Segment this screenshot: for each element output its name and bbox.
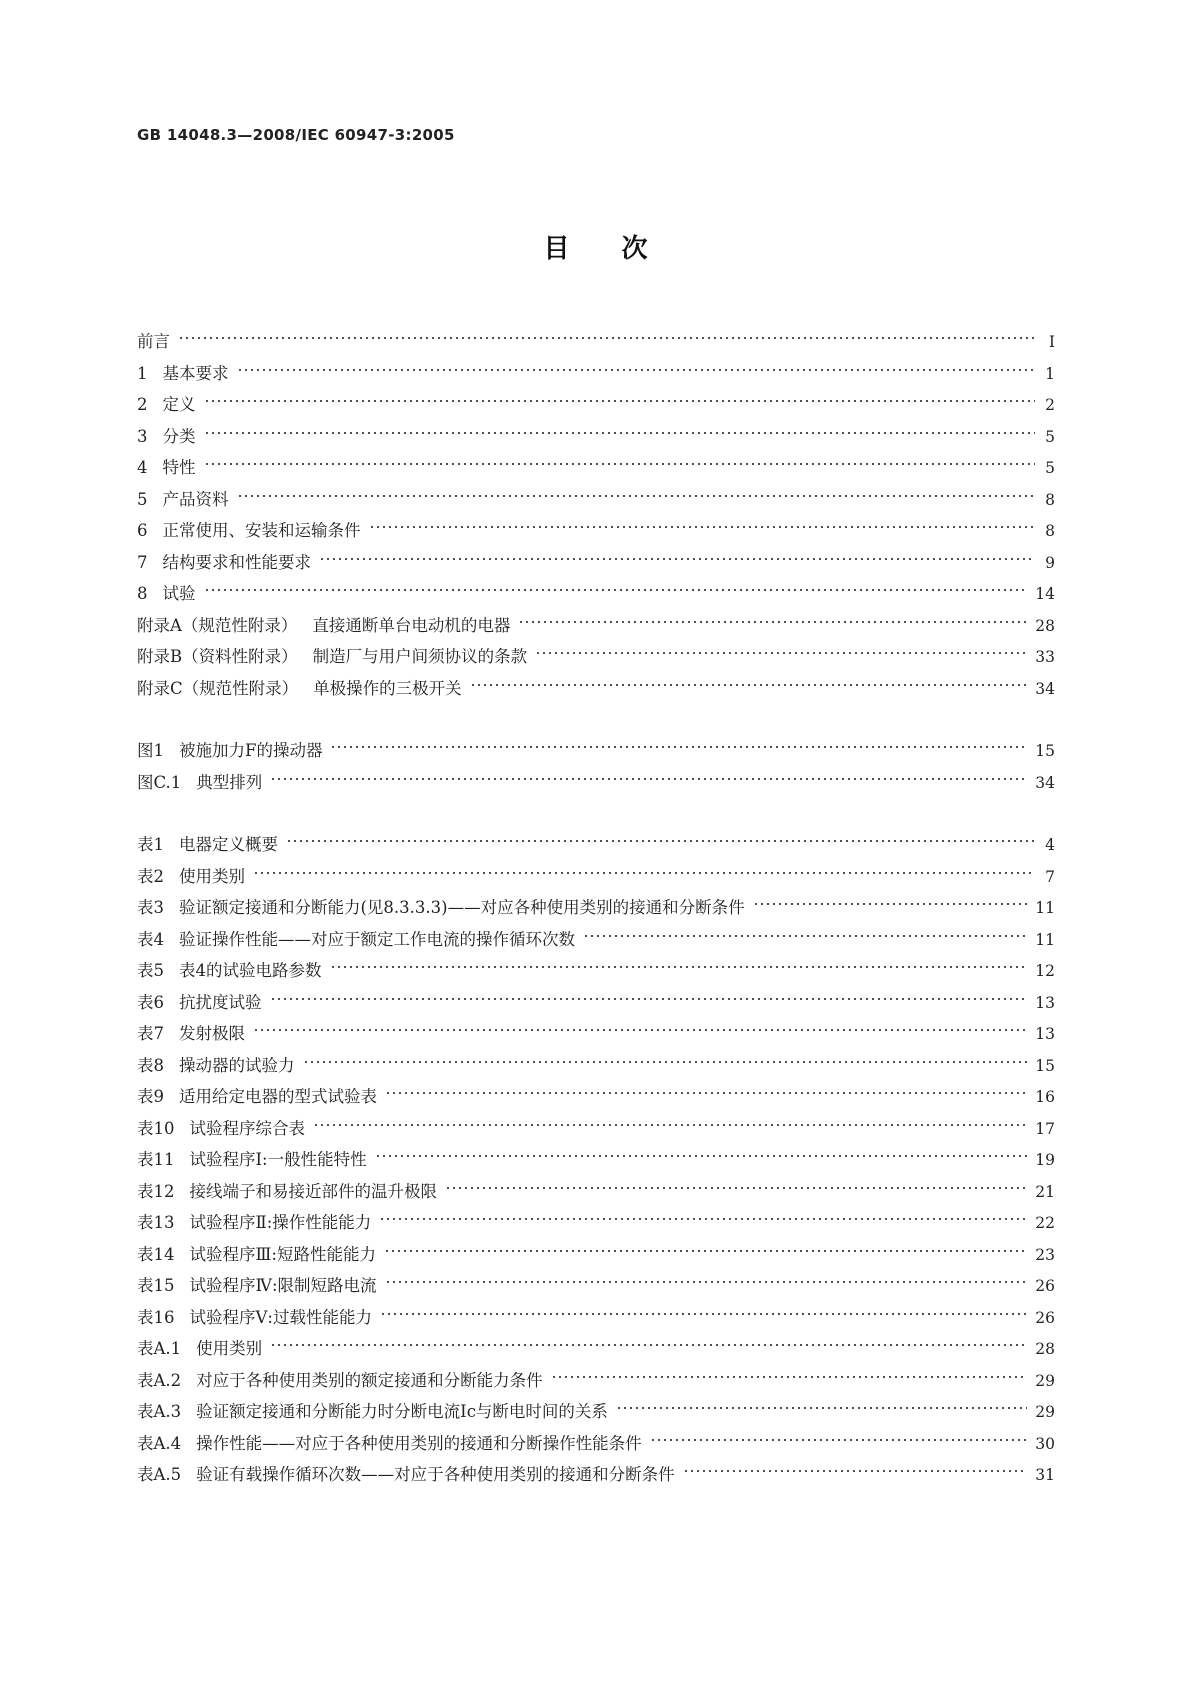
dot-leader: [535, 648, 1027, 658]
toc-entry-page-number: 11: [1035, 899, 1055, 917]
toc-entry[interactable]: [137, 1239, 1055, 1271]
toc-entry-label: [137, 1239, 376, 1271]
toc-entry-page-number: 4: [1045, 836, 1055, 854]
toc-entry[interactable]: [137, 673, 1055, 705]
toc-entry-title: 结构要求和性能要求: [162, 552, 311, 572]
dot-leader: [583, 931, 1027, 941]
dot-leader: [319, 554, 1035, 564]
dot-leader: [270, 1340, 1027, 1350]
toc-entry[interactable]: [137, 547, 1055, 579]
toc-entry-page-number: 28: [1035, 1340, 1055, 1358]
dot-leader: [518, 617, 1027, 627]
dot-leader: [270, 774, 1027, 784]
dot-leader: [286, 836, 1035, 846]
toc-entry-number: 附录B（资料性附录）: [137, 647, 298, 666]
toc-entry-page-number: 5: [1045, 427, 1055, 446]
toc-entry[interactable]: [137, 610, 1055, 642]
toc-entry-number: 表7: [137, 1024, 164, 1043]
toc-entry-page-number: 2: [1045, 396, 1055, 414]
toc-entry-page-number: Ⅰ: [1048, 333, 1055, 351]
toc-entry-number: 表8: [137, 1055, 164, 1075]
toc-entry-label: [137, 1459, 675, 1491]
toc-entry-title: 对应于各种使用类别的额定接通和分断能力条件: [196, 1370, 543, 1390]
toc-entry-page-number: 15: [1035, 1056, 1055, 1075]
toc-entry-page-number: 9: [1045, 553, 1055, 572]
toc-entry-title: 适用给定电器的型式试验表: [179, 1087, 377, 1106]
toc-entry-label: [137, 484, 229, 516]
dot-leader: [237, 365, 1036, 375]
toc-entry-title: 验证有载操作循环次数——对应于各种使用类别的接通和分断条件: [196, 1465, 675, 1484]
toc-entry-page-number: 29: [1035, 1371, 1055, 1390]
toc-entry-title: 抗扰度试验: [179, 992, 262, 1012]
toc-entry-label: [137, 1333, 262, 1365]
toc-entry-label: [137, 452, 196, 484]
toc-entry-label: [137, 1365, 543, 1397]
dot-leader: [445, 1183, 1027, 1193]
toc-entry-label: [137, 1113, 305, 1145]
toc-entry[interactable]: [137, 1081, 1055, 1113]
toc-entry-page-number: 23: [1035, 1245, 1055, 1264]
toc-entry-number: 表4: [137, 929, 164, 949]
toc-entry-number: 图C.1: [137, 772, 182, 792]
toc-entry-number: 表15: [137, 1276, 175, 1295]
toc-entry[interactable]: [137, 1176, 1055, 1208]
dot-leader: [379, 1214, 1027, 1224]
toc-entry-label: [137, 1144, 367, 1176]
toc-entry-page-number: 14: [1035, 585, 1055, 603]
toc-entry-page-number: 7: [1045, 867, 1055, 886]
toc-entry-label: [137, 1176, 437, 1208]
toc-entry-label: [137, 358, 229, 390]
toc-entry-label: [137, 861, 245, 893]
toc-entry-title: 前言: [137, 332, 170, 351]
table-of-contents: [137, 326, 1055, 1491]
dot-leader: [375, 1151, 1028, 1161]
dot-leader: [204, 585, 1028, 595]
toc-entry[interactable]: [137, 1050, 1055, 1082]
toc-entry-page-number: 8: [1045, 490, 1055, 509]
toc-entry-label: [137, 1018, 245, 1050]
toc-entry-page-number: 13: [1035, 993, 1055, 1012]
toc-entry-number: 表A.4: [137, 1433, 182, 1453]
toc-entry-label: [137, 547, 311, 579]
dot-leader: [178, 333, 1035, 343]
toc-entry-number: 表A.1: [137, 1339, 182, 1358]
toc-entry-page-number: 15: [1035, 742, 1055, 760]
toc-entry-label: [137, 955, 322, 987]
toc-entry-page-number: 34: [1035, 679, 1055, 698]
toc-entry-number: 表A.2: [137, 1370, 182, 1390]
toc-entry-number: 表13: [137, 1213, 175, 1232]
toc-entry-number: 4: [137, 458, 148, 477]
toc-entry-number: 表11: [137, 1150, 175, 1169]
dot-leader: [204, 459, 1036, 469]
dot-leader: [204, 428, 1036, 438]
toc-entry-number: 附录A（规范性附录）: [137, 615, 298, 635]
toc-entry-label: [137, 1081, 377, 1113]
toc-entry-label: [137, 673, 462, 705]
toc-entry-title: 试验程序综合表: [189, 1118, 305, 1138]
toc-entry-label: [137, 1428, 642, 1460]
toc-entry-title: 发射极限: [179, 1024, 245, 1043]
toc-entry-page-number: 21: [1035, 1182, 1055, 1201]
toc-entry-label: [137, 892, 745, 924]
dot-leader: [385, 1277, 1028, 1287]
toc-entry[interactable]: [137, 1270, 1055, 1302]
toc-entry-number: 表3: [137, 898, 164, 917]
toc-entry[interactable]: [137, 829, 1055, 861]
toc-entry-number: 表1: [137, 835, 164, 854]
toc-entry-title: 单极操作的三极开关: [313, 678, 462, 698]
toc-entry[interactable]: [137, 1365, 1055, 1397]
toc-entry[interactable]: [137, 735, 1055, 767]
toc-entry-label: [137, 924, 575, 956]
toc-entry-title: 试验程序Ⅳ:限制短路电流: [189, 1276, 377, 1295]
dot-leader: [303, 1057, 1028, 1067]
dot-leader: [330, 742, 1027, 752]
toc-entry-page-number: 30: [1035, 1434, 1055, 1453]
dot-leader: [253, 1025, 1027, 1035]
toc-entry-page-number: 17: [1035, 1119, 1055, 1138]
toc-entry[interactable]: [137, 767, 1055, 799]
toc-entry[interactable]: [137, 326, 1055, 358]
toc-entry[interactable]: [137, 1207, 1055, 1239]
toc-entry-title: 定义: [162, 395, 196, 414]
toc-entry-title: 特性: [162, 458, 196, 477]
toc-entry[interactable]: [137, 484, 1055, 516]
toc-entry-title: 正常使用、安装和运输条件: [162, 521, 361, 540]
toc-entry-title: 试验程序Ⅱ:操作性能能力: [189, 1213, 372, 1232]
dot-leader: [753, 899, 1028, 909]
toc-entry-number: 表6: [137, 992, 164, 1012]
toc-entry-title: 产品资料: [162, 489, 229, 509]
dot-leader: [650, 1435, 1028, 1445]
toc-entry-label: [137, 1270, 377, 1302]
toc-entry-label: [137, 389, 196, 421]
toc-entry[interactable]: [137, 1459, 1055, 1491]
toc-entry-number: 表2: [137, 866, 164, 886]
toc-entry[interactable]: [137, 1333, 1055, 1365]
toc-entry-title: 直接通断单台电动机的电器: [312, 615, 511, 635]
toc-entry-title: 验证操作性能——对应于额定工作电流的操作循环次数: [179, 929, 575, 949]
toc-entry-page-number: 16: [1035, 1088, 1055, 1106]
toc-entry[interactable]: [137, 641, 1055, 673]
toc-entry-page-number: 1: [1045, 364, 1055, 383]
toc-entry-page-number: 5: [1045, 459, 1055, 477]
dot-leader: [237, 491, 1036, 501]
toc-entry-number: 表5: [137, 961, 164, 980]
toc-entry-label: [137, 641, 527, 673]
dot-leader: [313, 1120, 1027, 1130]
toc-entry-number: 8: [137, 584, 148, 603]
toc-entry-page-number: 31: [1035, 1466, 1055, 1484]
toc-entry[interactable]: [137, 861, 1055, 893]
toc-entry-title: 试验程序Ⅲ:短路性能能力: [189, 1244, 376, 1264]
toc-entry-number: 图1: [137, 741, 164, 760]
toc-entry-page-number: 28: [1035, 616, 1055, 635]
toc-entry-page-number: 12: [1035, 962, 1055, 980]
toc-entry-label: [137, 1207, 371, 1239]
toc-entry-number: 附录C（规范性附录）: [137, 678, 299, 698]
dot-leader: [384, 1246, 1027, 1256]
dot-leader: [380, 1309, 1027, 1319]
toc-entry-title: 使用类别: [196, 1339, 263, 1358]
toc-entry[interactable]: [137, 1113, 1055, 1145]
toc-entry-label: [137, 735, 322, 767]
toc-entry-title: 电器定义概要: [179, 835, 278, 854]
toc-entry[interactable]: [137, 358, 1055, 390]
toc-entry[interactable]: [137, 924, 1055, 956]
toc-entry-title: 典型排列: [196, 772, 263, 792]
toc-entry-label: [137, 1302, 372, 1334]
dot-leader: [385, 1088, 1027, 1098]
toc-entry-label: [137, 578, 196, 610]
dot-leader: [270, 994, 1028, 1004]
toc-entry[interactable]: [137, 389, 1055, 421]
toc-entry[interactable]: [137, 1018, 1055, 1050]
toc-entry-number: 表14: [137, 1244, 175, 1264]
toc-entry-number: 2: [137, 395, 148, 414]
toc-entry-title: 分类: [162, 426, 196, 446]
toc-entry[interactable]: [137, 1428, 1055, 1460]
toc-entry-title: 试验程序Ⅴ:过载性能能力: [189, 1307, 372, 1327]
toc-entry-number: 表10: [137, 1118, 175, 1138]
toc-entry[interactable]: [137, 1396, 1055, 1428]
toc-entry-number: 表A.3: [137, 1402, 182, 1421]
toc-entry[interactable]: [137, 1144, 1055, 1176]
dot-leader: [470, 680, 1028, 690]
toc-entry-title: 基本要求: [162, 363, 229, 383]
toc-entry-label: [137, 421, 196, 453]
toc-entry-number: 6: [137, 521, 148, 540]
toc-entry-page-number: 11: [1035, 930, 1055, 949]
toc-entry-title: 接线端子和易接近部件的温升极限: [189, 1181, 437, 1201]
toc-entry-number: 表16: [137, 1307, 175, 1327]
toc-entry-page-number: 26: [1035, 1308, 1055, 1327]
toc-entry-label: [137, 1050, 295, 1082]
dot-leader: [369, 522, 1036, 532]
dot-leader: [551, 1372, 1028, 1382]
dot-leader: [616, 1403, 1027, 1413]
toc-entry-page-number: 8: [1045, 522, 1055, 540]
toc-entry-number: 表A.5: [137, 1465, 182, 1484]
toc-entry-page-number: 19: [1035, 1151, 1055, 1169]
toc-entry-title: 操动器的试验力: [179, 1055, 295, 1075]
toc-entry-title: 被施加力F的操动器: [179, 741, 323, 760]
toc-entry[interactable]: [137, 578, 1055, 610]
dot-leader: [683, 1466, 1028, 1476]
toc-entry-number: 3: [137, 426, 148, 446]
dot-leader: [204, 396, 1036, 406]
toc-entry[interactable]: [137, 1302, 1055, 1334]
toc-entry-title: 试验程序Ⅰ:一般性能特性: [189, 1150, 367, 1169]
toc-entry-label: [137, 767, 262, 799]
toc-entry-page-number: 34: [1035, 773, 1055, 792]
dot-leader: [330, 962, 1028, 972]
toc-entry-number: 7: [137, 552, 148, 572]
toc-entry-number: 1: [137, 363, 148, 383]
toc-entry[interactable]: [137, 515, 1055, 547]
toc-entry-label: [137, 987, 262, 1019]
toc-entry[interactable]: [137, 987, 1055, 1019]
toc-entry-title: 使用类别: [179, 866, 245, 886]
toc-entry-page-number: 33: [1035, 648, 1055, 666]
dot-leader: [253, 868, 1035, 878]
toc-entry-label: [137, 610, 510, 642]
toc-entry[interactable]: [137, 421, 1055, 453]
toc-entry-title: 验证额定接通和分断能力时分断电流Ic与断电时间的关系: [196, 1402, 608, 1421]
toc-entry-number: 5: [137, 489, 148, 509]
page-title: 目次: [543, 234, 700, 264]
toc-entry-title: 操作性能——对应于各种使用类别的接通和分断操作性能条件: [196, 1433, 642, 1453]
toc-entry-label: [137, 1396, 608, 1428]
toc-entry-page-number: 29: [1035, 1403, 1055, 1421]
toc-entry-label: [137, 326, 170, 358]
toc-entry-number: 表12: [137, 1181, 175, 1201]
toc-entry-title: 制造厂与用户间须协议的条款: [312, 647, 528, 666]
toc-entry-title: 验证额定接通和分断能力(见8.3.3.3)——对应各种使用类别的接通和分断条件: [179, 898, 745, 917]
toc-entry-page-number: 13: [1035, 1025, 1055, 1043]
toc-entry-page-number: 22: [1035, 1214, 1055, 1232]
toc-entry-title: 试验: [162, 584, 196, 603]
toc-entry-page-number: 26: [1035, 1277, 1055, 1295]
toc-entry[interactable]: [137, 892, 1055, 924]
toc-entry-label: [137, 515, 361, 547]
toc-entry-label: [137, 829, 278, 861]
toc-entry[interactable]: [137, 955, 1055, 987]
toc-entry-title: 表4的试验电路参数: [179, 961, 322, 980]
toc-entry-number: 表9: [137, 1087, 164, 1106]
toc-entry[interactable]: [137, 452, 1055, 484]
document-header: GB 14048.3—2008/IEC 60947-3:2005: [137, 126, 455, 144]
